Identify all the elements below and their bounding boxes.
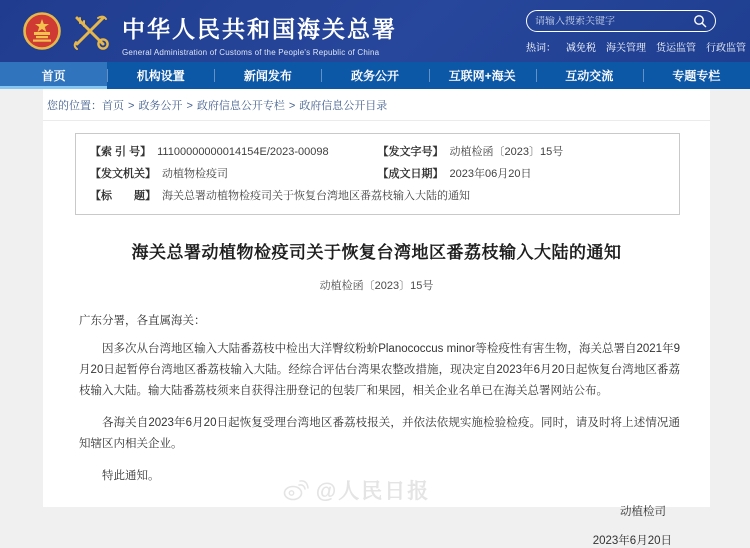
- breadcrumb-prefix: 您的位置：: [47, 100, 102, 112]
- meta-cell-issuing-agency: [90, 163, 378, 185]
- customs-key-logo-icon: [68, 9, 112, 53]
- national-emblem-icon: [22, 11, 62, 51]
- main-nav: [0, 62, 750, 89]
- nav-item-internet-customs[interactable]: 互联网+海关: [429, 62, 536, 89]
- signature-department: 动植检司: [620, 506, 666, 518]
- breadcrumb-link-gov[interactable]: 政务公开: [138, 100, 183, 112]
- signature-date: 2023年6月20日: [592, 535, 672, 547]
- nav-item-home[interactable]: 首页: [0, 62, 107, 89]
- salutation: 广东分署，各直属海关：: [79, 315, 206, 327]
- meta-cell-title: [90, 185, 665, 207]
- breadcrumb-link-info-catalog[interactable]: 政府信息公开目录: [299, 100, 388, 112]
- meta-cell-index-number: [90, 141, 378, 163]
- meta-cell-date-written: [378, 163, 666, 185]
- search-icon[interactable]: [693, 14, 707, 28]
- document-title: 海关总署动植物检疫司关于恢复台湾地区番荔枝输入大陆的通知: [131, 243, 622, 262]
- meta-label: 【标 题】: [90, 190, 156, 202]
- meta-row: [90, 185, 665, 207]
- breadcrumb-link-home[interactable]: 首页: [102, 100, 124, 112]
- meta-label: 【成文日期】: [377, 168, 444, 180]
- meta-label: 【索 引 号】: [90, 146, 152, 158]
- breadcrumb-separator: >: [186, 100, 193, 112]
- document-number: 动植检函〔2023〕15号: [319, 280, 434, 292]
- meta-row: [90, 141, 665, 163]
- search-box: [526, 10, 716, 32]
- content-card: [43, 89, 710, 547]
- hotwords-label: 热词：: [526, 43, 556, 54]
- nav-item-interaction[interactable]: 互动交流: [536, 62, 643, 89]
- paragraph: 特此通知。: [102, 470, 160, 482]
- meta-row: [90, 163, 665, 185]
- breadcrumb: [43, 89, 710, 121]
- meta-value: 海关总署动植物检疫司关于恢复台湾地区番荔枝输入大陆的通知: [162, 190, 470, 202]
- breadcrumb-separator: >: [128, 100, 135, 112]
- nav-item-special-topics[interactable]: 专题专栏: [643, 62, 750, 89]
- hotword-link[interactable]: 海关管理: [606, 43, 646, 54]
- meta-value: 动植检函〔2023〕15号: [449, 146, 564, 158]
- meta-cell-doc-number: [378, 141, 666, 163]
- site-header: [0, 0, 750, 62]
- doc-meta-table: [75, 133, 680, 215]
- meta-value: 2023年06月20日: [449, 168, 532, 180]
- paragraph: 因多次从台湾地区输入大陆番荔枝中检出大洋臀纹粉蚧Planococcus minor等检疫性有害生物，海关总署自2021年9月20日起暂停台湾地区番荔枝输入大陆。经综合评估台湾果农整改措施，现决定自2023年6月20日起恢复台湾地区番荔枝输入大陆。输大陆番荔枝须来自获得注册登记的包装厂和果园，相关企业名单已在海关总署网站公布。: [79, 343, 680, 397]
- meta-label: 【发文机关】: [90, 168, 156, 180]
- document-body: [43, 312, 710, 548]
- paragraph: 各海关自2023年6月20日起恢复受理台湾地区番荔枝报关，并依法依规实施检验检疫。同时，请及时将上述情况通知辖区内相关企业。: [79, 417, 680, 450]
- watermark-text: @人民日报: [315, 480, 431, 503]
- breadcrumb-link-info-column[interactable]: 政府信息公开专栏: [196, 100, 285, 112]
- nav-item-org[interactable]: 机构设置: [107, 62, 214, 89]
- site-subtitle: General Administration of Customs of the People's Republic of China: [122, 48, 380, 57]
- meta-label: 【发文字号】: [377, 146, 444, 158]
- hotwords-bar: [526, 39, 746, 54]
- nav-item-gov-affairs[interactable]: 政务公开: [321, 62, 428, 89]
- site-title: 中华人民共和国海关总署: [122, 16, 397, 42]
- hotword-link[interactable]: 行政监管: [706, 43, 746, 54]
- hotword-link[interactable]: 减免税: [566, 43, 596, 54]
- search-input[interactable]: [535, 16, 693, 27]
- breadcrumb-separator: >: [288, 100, 296, 112]
- meta-value: 动植物检疫司: [162, 168, 228, 180]
- hotword-link[interactable]: 货运监管: [656, 43, 696, 54]
- nav-item-news[interactable]: 新闻发布: [214, 62, 321, 89]
- meta-value: 11100000000014154E/2023-00098: [157, 146, 329, 158]
